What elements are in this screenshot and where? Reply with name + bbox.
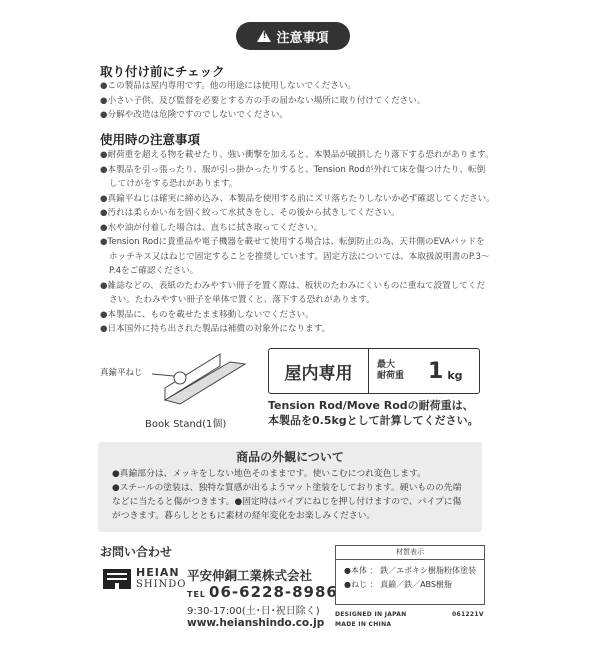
material-heading: 材質表示 (336, 546, 484, 560)
product-code: 061221V (452, 611, 484, 618)
caution-header (236, 22, 350, 50)
check-list (100, 79, 500, 123)
business-hours: 9:30-17:00(土･日･祝日除く) (187, 606, 320, 617)
load-value: 1 (428, 358, 444, 384)
caution-title: 注意事項 (276, 30, 329, 46)
logo-text: HEIAN (136, 566, 180, 579)
usage-heading: 使用時の注意事項 (100, 132, 201, 147)
material-body: ●本体 ： 鉄／エポキシ樹脂粉体塗装 (344, 566, 476, 575)
made-in: MADE IN CHINA (335, 621, 392, 628)
book-stand-illustration (100, 350, 260, 415)
load-spec-box (268, 348, 480, 394)
company-name: 平安伸銅工業株式会社 (187, 568, 313, 583)
list-item: ●耐荷重を超える物を載せたり、強い衝撃を加えると、本製品が破損したり落下する恐れがあります。 (100, 150, 494, 160)
screw-label: 真鍮平ねじ (100, 368, 143, 378)
appearance-heading: 商品の外観について (236, 450, 344, 464)
list-item: ●Tension Rodに貴重品や電子機器を載せて使用する場合は、転倒防止の為、天井側のEVAパッドをホッチキス又はねじで固定することを推奨しています。固定方法については、本取扱説明書のP.3～P.4をご確認ください。 (100, 237, 490, 276)
note-line: 本製品を0.5kgとして計算してください。 (268, 414, 479, 427)
appearance-box (98, 442, 482, 532)
book-stand-figure (100, 350, 260, 440)
list-item: ●水や油が付着した場合は、直ちに拭き取ってください。 (100, 222, 323, 233)
load-label: 耐荷重 (377, 371, 405, 381)
website-link[interactable]: www.heianshindo.co.jp (187, 617, 325, 629)
max-label: 最大 (377, 360, 396, 370)
list-item: ●真鍮平ねじは確実に締め込み、本製品を使用する前にズリ落ちたりしないか必ず確認してください。 (100, 193, 495, 204)
indoor-only-label: 屋内専用 (269, 349, 369, 393)
list-item: ●本製品に、ものを載せたまま移動しないでください。 (100, 309, 314, 320)
tel-label: TEL (187, 590, 207, 599)
appearance-text: ●真鍮部分は、メッキをしない地色そのままです。使いこむにつれ変色します。 (112, 469, 426, 479)
check-heading: 取り付け前にチェック (100, 64, 225, 79)
contact-heading: お問い合わせ (100, 545, 173, 559)
list-item: ●日本国外に持ち出された製品は補償の対象外になります。 (100, 324, 331, 334)
logo-text: SHINDO (136, 579, 187, 590)
load-unit: kg (447, 368, 463, 382)
appearance-text: ●スチールの塗装は、独特な質感が出るようマット塗装をしております。硬いものの先端などに当たると傷がつきます。●固定時はパイプにねじを押し付けますので、パイプに傷がつきます。暮らしとともに素材の経年変化をお楽しみください。 (112, 483, 462, 521)
list-item: ●小さい子供、及び監督を必要とする方の手の届かない場所に取り付けてください。 (100, 95, 426, 106)
material-screw: ●ねじ ： 真鍮／鉄／ABS樹脂 (344, 580, 452, 589)
load-note (268, 398, 479, 428)
list-item: ●分解や改造は危険ですのでしないでください。 (100, 110, 288, 120)
phone-number (187, 583, 338, 601)
heian-shindo-logo (103, 567, 187, 591)
warning-icon (257, 30, 271, 42)
logo-mark-icon (103, 569, 131, 589)
list-item: ●雑誌などの、表紙のたわみやすい冊子を置く際は、板状のたわみにくいものに重ねて設置してください。たわみやすい冊子を単体で置くと、落下する恐れがあります。 (100, 280, 486, 305)
material-box (335, 545, 485, 605)
list-item: ●本製品を引っ張ったり、服が引っ掛かったりすると、Tension Rodが外れて床を傷つけたり、転倒してけがをする恐れがあります。 (100, 164, 486, 189)
usage-list (100, 148, 495, 337)
designed-in: DESIGNED IN JAPAN (335, 611, 407, 618)
list-item: ●汚れは柔らかい布を固く絞って水拭きをし、その後から拭きしてください。 (100, 208, 400, 218)
list-item: ●この製品は屋内専用です。他の用途には使用しないでください。 (100, 81, 357, 91)
tel-value: 06-6228-8986 (209, 583, 338, 601)
note-line: Tension Rod/Move Rodの耐荷重は、 (268, 399, 474, 412)
product-label: Book Stand(1個) (145, 419, 227, 430)
